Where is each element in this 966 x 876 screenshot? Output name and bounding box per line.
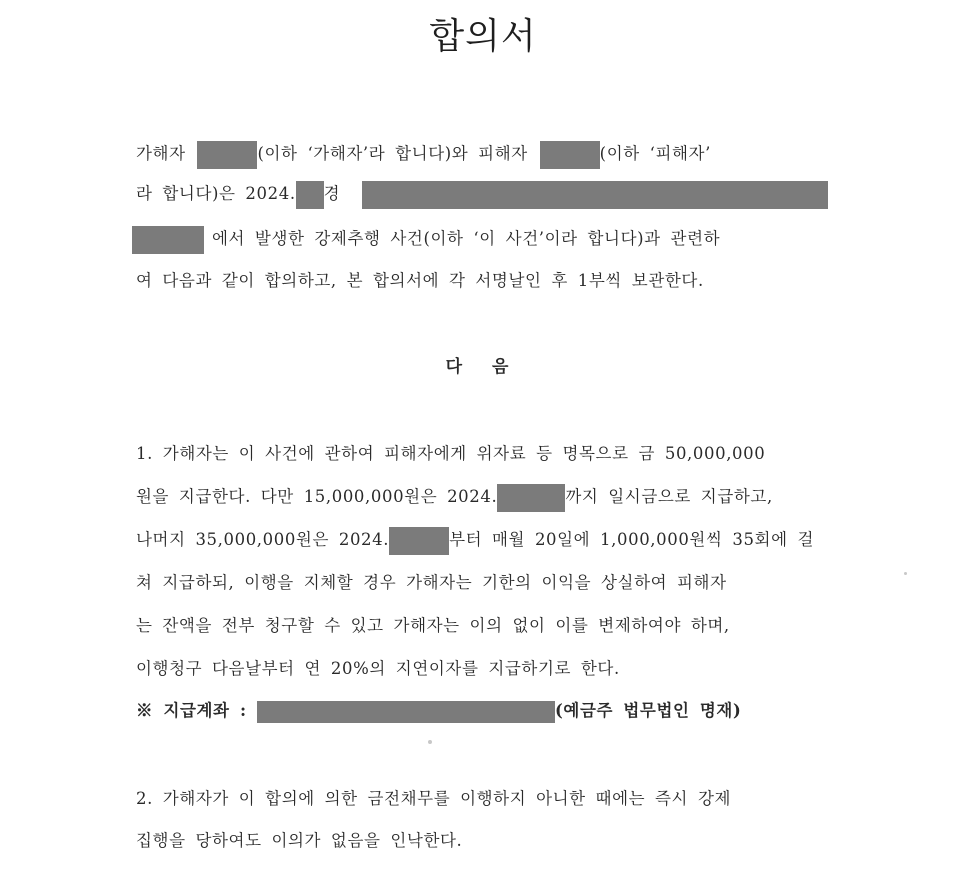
clause-1-line-6: 이행청구 다음날부터 연 20%의 지연이자를 지급하기로 한다. (136, 659, 620, 678)
account-holder: (예금주 법무법인 명재) (555, 701, 742, 720)
account-label: ※ 지급계좌 : (136, 701, 247, 720)
intro-text: 가해자 (136, 144, 186, 163)
document-title: 합의서 (429, 16, 537, 57)
clause-1-line-5: 는 잔액을 전부 청구할 수 있고 가해자는 이의 없이 이를 변제하여야 하며, (136, 616, 730, 635)
intro-text: 라 합니다)은 2024. (136, 184, 296, 203)
scan-speck (904, 572, 907, 575)
redaction-box (132, 226, 204, 254)
intro-line-3 (132, 225, 832, 254)
intro-text: (이하 ‘가해자’라 합니다)와 피해자 (257, 144, 528, 163)
account-line (136, 697, 836, 723)
clause-2-line-2: 집행을 당하여도 이의가 없음을 인낙한다. (136, 831, 463, 850)
redaction-box (197, 141, 257, 169)
clause-1-line-2 (136, 483, 836, 512)
clause-1-line-3 (136, 526, 836, 555)
clause-1-line-4: 쳐 지급하되, 이행을 지체할 경우 가해자는 기한의 이익을 상실하여 피해자 (136, 573, 727, 592)
intro-text: 경 (323, 184, 341, 203)
redaction-box (362, 181, 828, 209)
intro-line-4: 여 다음과 같이 합의하고, 본 합의서에 각 서명날인 후 1부씩 보관한다. (136, 271, 704, 290)
redaction-box (389, 527, 449, 555)
intro-text: 에서 발생한 강제추행 사건(이하 ‘이 사건’이라 합니다)과 관련하 (212, 229, 721, 248)
clause-2-line-1: 2. 가해자가 이 합의에 의한 금전채무를 이행하지 아니한 때에는 즉시 강제 (136, 789, 732, 808)
clause-text: 나머지 35,000,000원은 2024. (136, 530, 390, 549)
intro-line-2 (136, 180, 836, 209)
section-heading: 다 음 (445, 357, 521, 377)
intro-text: (이하 ‘피해자’ (599, 144, 711, 163)
redaction-box (540, 141, 600, 169)
clause-1-line-1: 1. 가해자는 이 사건에 관하여 피해자에게 위자료 등 명목으로 금 50,000,000 (136, 444, 766, 463)
clause-text: 원을 지급한다. 다만 15,000,000원은 2024. (136, 487, 498, 506)
scan-speck (428, 740, 432, 744)
redaction-box (257, 701, 555, 723)
clause-text: 부터 매월 20일에 1,000,000원씩 35회에 걸 (449, 530, 815, 549)
intro-line-1 (136, 140, 836, 169)
redaction-box (497, 484, 565, 512)
redaction-box (296, 181, 324, 209)
clause-text: 까지 일시금으로 지급하고, (565, 487, 773, 506)
